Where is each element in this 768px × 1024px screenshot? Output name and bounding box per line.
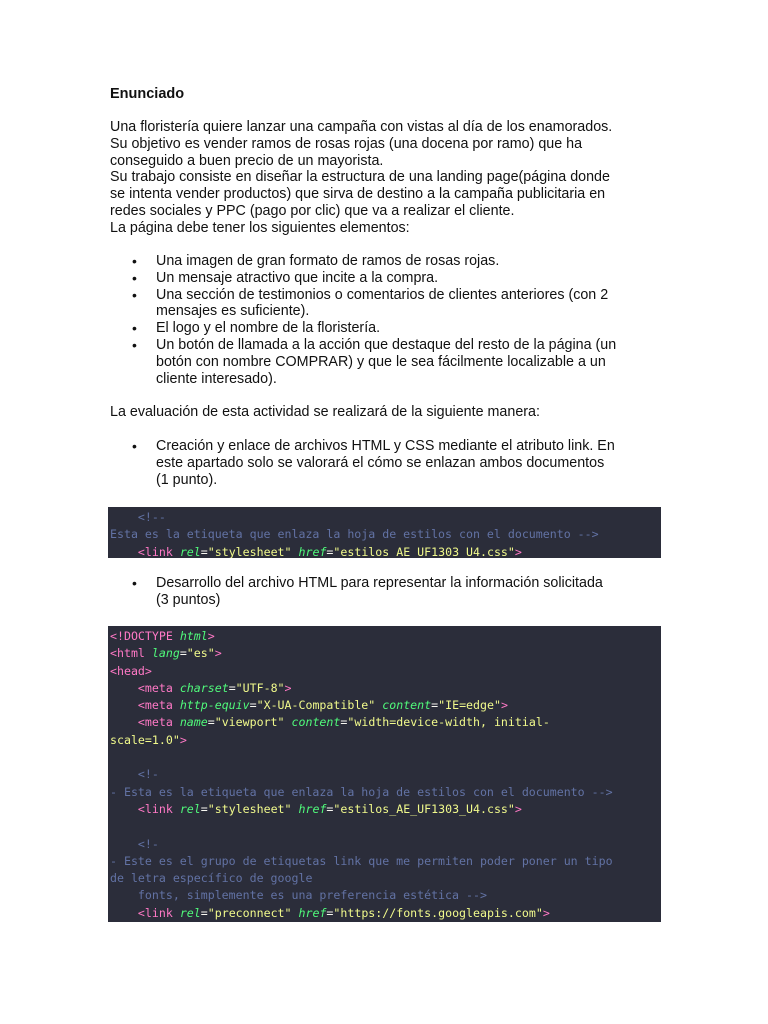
criteria-list-2 — [110, 575, 662, 609]
code-block-link — [108, 507, 661, 558]
code-line — [110, 870, 659, 887]
code-token — [292, 545, 299, 558]
code-line — [110, 801, 659, 818]
bullet-icon: • — [132, 438, 137, 454]
code-token: <link — [110, 801, 180, 816]
code-token: <link — [110, 905, 180, 920]
criteria-list-1 — [110, 438, 662, 488]
code-token: http-equiv — [179, 698, 250, 713]
criterion-text: (3 puntos) — [156, 591, 221, 608]
code-token: - Esta es la etiqueta que enlaza la hoja de estilos con el documento --> — [110, 784, 613, 799]
code-lines — [108, 626, 661, 922]
requirement-text: El logo y el nombre de la floristería. — [156, 320, 381, 337]
code-token: "preconnect" — [207, 905, 292, 920]
code-token: = — [207, 715, 215, 730]
code-line — [110, 663, 659, 680]
code-token — [285, 715, 292, 729]
code-token: href — [298, 801, 327, 816]
code-token: fonts, simplemente es una preferencia estética --> — [110, 888, 487, 903]
code-token: html — [179, 629, 208, 643]
code-token: = — [200, 905, 208, 920]
code-token: > — [179, 732, 187, 747]
code-token: = — [200, 544, 208, 558]
code-line — [110, 544, 659, 558]
intro-paragraph — [110, 119, 662, 237]
code-line — [110, 697, 659, 714]
code-token: de letra específico de google — [110, 871, 313, 886]
code-token: <meta — [110, 680, 180, 695]
code-token: "X-UA-Compatible" — [256, 698, 376, 713]
requirements-list — [110, 253, 662, 387]
criterion-text: Creación y enlace de archivos HTML y CSS mediante el atributo link. En — [156, 438, 615, 454]
requirement-item — [110, 253, 662, 270]
intro-line: se intenta vender productos) que sirva de destino a la campaña publicitaria en — [110, 186, 606, 203]
evaluation-intro: La evaluación de esta actividad se realizará de la siguiente manera: — [110, 404, 540, 420]
code-line — [110, 749, 659, 766]
code-token: = — [326, 801, 334, 816]
code-token: <meta — [110, 715, 180, 730]
code-token: href — [298, 544, 327, 558]
requirement-item — [110, 270, 662, 287]
code-token: rel — [179, 544, 201, 558]
code-token: <head> — [110, 663, 152, 678]
code-token — [292, 802, 299, 816]
code-token: = — [179, 646, 187, 661]
code-token: "estilos_AE_UF1303_U4.css" — [333, 801, 515, 816]
code-token: <meta — [110, 698, 180, 713]
code-token: content — [291, 715, 341, 730]
intro-line: redes sociales y PPC (pago por clic) que va a realizar el cliente. — [110, 202, 515, 219]
code-token: "es" — [186, 646, 215, 661]
code-block-html — [108, 626, 661, 922]
code-token: = — [200, 801, 208, 816]
code-token: "https://fonts.googleapis.com" — [333, 905, 543, 920]
code-line — [110, 818, 659, 835]
intro-line: Una floristería quiere lanzar una campaña con vistas al día de los enamorados. — [110, 119, 613, 135]
requirement-text: Un mensaje atractivo que incite a la compra. — [156, 269, 439, 286]
requirement-text: Un botón de llamada a la acción que destaque del resto de la página (un — [156, 336, 617, 353]
code-token: scale=1.0" — [110, 732, 180, 747]
code-token: content — [382, 698, 432, 713]
code-token: > — [514, 801, 522, 816]
requirement-item — [110, 337, 662, 387]
code-token: <!-- — [110, 510, 166, 524]
code-token: > — [214, 646, 222, 661]
code-line — [110, 836, 659, 853]
code-token: "viewport" — [214, 715, 285, 730]
code-token: rel — [179, 801, 201, 816]
code-line — [110, 509, 659, 526]
code-token: <!- — [110, 767, 159, 782]
code-token: > — [500, 698, 508, 713]
bullet-icon: • — [132, 336, 137, 353]
intro-line: La página debe tener los siguientes elementos: — [110, 219, 410, 236]
document-heading: Enunciado — [110, 86, 185, 102]
code-token: "stylesheet" — [207, 544, 292, 558]
requirement-text: cliente interesado). — [156, 370, 277, 387]
code-line — [110, 905, 659, 922]
code-token: "estilos_AE_UF1303_U4.css" — [333, 544, 515, 558]
code-token — [292, 906, 299, 920]
requirement-item — [110, 320, 662, 337]
code-token: lang — [151, 646, 180, 661]
code-line — [110, 645, 659, 662]
code-token: rel — [179, 905, 201, 920]
code-line — [110, 784, 659, 801]
code-token: > — [514, 544, 522, 558]
bullet-icon: • — [132, 320, 137, 337]
code-token: = — [326, 905, 334, 920]
code-token: "width=device-width, initial- — [347, 715, 550, 730]
code-token: <!DOCTYPE — [110, 629, 180, 643]
requirement-item — [110, 287, 662, 321]
code-token: = — [249, 698, 257, 713]
code-line — [110, 887, 659, 904]
code-token: = — [326, 544, 334, 558]
bullet-icon: • — [132, 269, 137, 286]
criterion-text: Desarrollo del archivo HTML para representar la información solicitada — [156, 575, 603, 591]
bullet-icon: • — [132, 575, 137, 591]
criterion-text: (1 punto). — [156, 471, 218, 488]
requirement-text: Una sección de testimonios o comentarios de clientes anteriores (con 2 — [156, 286, 609, 303]
code-token: "IE=edge" — [438, 698, 501, 713]
code-line — [110, 766, 659, 783]
code-token: "UTF-8" — [235, 680, 285, 695]
intro-line: conseguido a buen precio de un mayorista. — [110, 152, 384, 169]
code-token: > — [542, 905, 550, 920]
code-token: = — [228, 680, 236, 695]
code-token: href — [298, 905, 327, 920]
code-line — [110, 732, 659, 749]
code-token: "stylesheet" — [207, 801, 292, 816]
code-line — [110, 853, 659, 870]
code-line — [110, 628, 659, 645]
bullet-icon: • — [132, 253, 137, 269]
requirement-text: botón con nombre COMPRAR) y que le sea fácilmente localizable a un — [156, 353, 606, 370]
requirement-text: Una imagen de gran formato de ramos de rosas rojas. — [156, 253, 500, 269]
code-line — [110, 526, 659, 543]
code-token: = — [431, 698, 439, 713]
code-token: > — [284, 680, 292, 695]
code-token: <!- — [110, 836, 159, 851]
code-token: Esta es la etiqueta que enlaza la hoja de estilos con el documento --> — [110, 527, 599, 542]
code-line — [110, 714, 659, 731]
code-token: = — [340, 715, 348, 730]
code-token: > — [207, 629, 215, 643]
code-token: charset — [179, 680, 229, 695]
intro-line: Su trabajo consiste en diseñar la estructura de una landing page(página donde — [110, 169, 610, 186]
code-token: <link — [110, 544, 180, 558]
code-token: name — [179, 715, 208, 730]
code-lines — [108, 507, 661, 558]
requirement-text: mensajes es suficiente). — [156, 303, 310, 320]
code-token: - Este es el grupo de etiquetas link que me permiten poder poner un tipo — [110, 853, 613, 868]
criterion-item — [110, 575, 662, 609]
code-line — [110, 680, 659, 697]
intro-line: Su objetivo es vender ramos de rosas rojas (una docena por ramo) que ha — [110, 135, 583, 152]
bullet-icon: • — [132, 286, 137, 303]
criterion-item — [110, 438, 662, 488]
criterion-text: este apartado solo se valorará el cómo se enlazan ambos documentos — [156, 454, 605, 471]
code-token: <html — [110, 646, 152, 661]
